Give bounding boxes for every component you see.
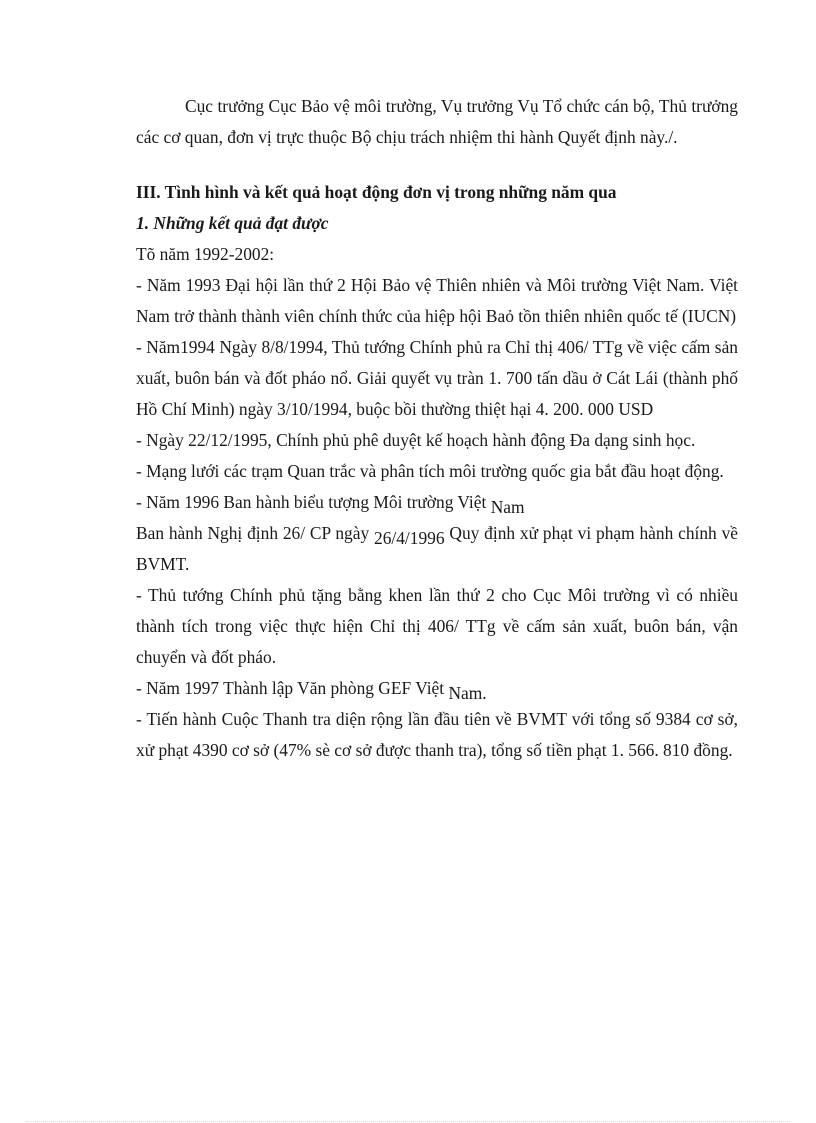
item-1997-gef xyxy=(136,673,738,704)
intro-paragraph: Cục trưởng Cục Bảo vệ môi trường, Vụ trưởng Vụ Tổ chức cán bộ, Thủ trưởng các cơ quan, đơn vị trực thuộc Bộ chịu trách nhiệm thi hành Quyết định này./. xyxy=(136,96,738,147)
item-1996-symbol xyxy=(136,487,738,518)
page-bottom-rule xyxy=(26,1121,790,1122)
item-1996-decree-pre: Ban hành Nghị định 26/ CP ngày xyxy=(136,523,370,543)
item-award: - Thủ tướng Chính phủ tặng bằng khen lần thứ 2 cho Cục Môi trường vì có nhiều thành tích trong việc thực hiện Chỉ thị 406/ TTg về cấm sản xuất, buôn bán, vận chuyển và đốt pháo. xyxy=(136,585,738,667)
item-1996-decree xyxy=(136,518,738,580)
item-1997-gef-tail: Nam. xyxy=(448,683,487,703)
document-page xyxy=(136,91,738,766)
section-heading: III. Tình hình và kết quả hoạt động đơn vị trong những năm qua xyxy=(136,182,617,202)
item-1996-symbol-tail: Nam xyxy=(490,497,525,517)
item-1996-decree-post: Quy định xử phạt vi phạm hành chính về BVMT. xyxy=(136,523,738,574)
period-line: Tõ năm 1992-2002: xyxy=(136,244,275,264)
item-1996-decree-date: 26/4/1996 xyxy=(374,528,445,548)
item-1996-symbol-text: - Năm 1996 Ban hành biểu tượng Môi trường Việt xyxy=(136,492,487,512)
item-1994: - Năm1994 Ngày 8/8/1994, Thủ tướng Chính phủ ra Chỉ thị 406/ TTg về việc cấm sản xuất, buôn bán và đốt pháo nổ. Giải quyết vụ tràn 1. 700 tấn dầu ở Cát Lái (thành phố Hồ Chí Minh) ngày 3/10/1994, buộc bồi thường thiệt hại 4. 200. 000 USD xyxy=(136,337,738,419)
item-1993: - Năm 1993 Đại hội lần thứ 2 Hội Bảo vệ Thiên nhiên và Môi trường Việt Nam. Việt Nam trở thành thành viên chính thức của hiệp hội Baỏ tồn thiên nhiên quốc tế (IUCN) xyxy=(136,275,738,326)
item-monitoring-network: - Mạng lưới các trạm Quan trắc và phân tích môi trường quốc gia bắt đầu hoạt động. xyxy=(136,461,724,481)
item-1995: - Ngày 22/12/1995, Chính phủ phê duyệt kế hoạch hành động Đa dạng sinh học. xyxy=(136,430,696,450)
item-1997-inspection: - Tiến hành Cuộc Thanh tra diện rộng lần đầu tiên về BVMT với tổng số 9384 cơ sở, xử phạt 4390 cơ sở (47% sè cơ sở được thanh tra), tổng số tiền phạt 1. 566. 810 đồng. xyxy=(136,709,738,760)
item-1997-gef-text: - Năm 1997 Thành lập Văn phòng GEF Việt xyxy=(136,678,445,698)
subsection-heading: 1. Những kết quả đạt được xyxy=(136,213,329,233)
